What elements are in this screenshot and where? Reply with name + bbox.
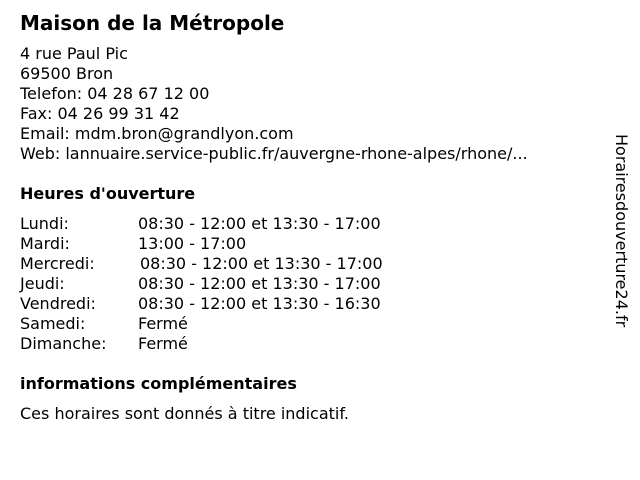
hours-row-dimanche: [20, 334, 440, 354]
hours-day-label: Mardi:: [20, 234, 70, 253]
site-watermark: Horairesdouverture24.fr: [612, 134, 631, 328]
place-title: Maison de la Métropole: [20, 11, 285, 35]
hours-day-label: Jeudi:: [20, 274, 65, 293]
hours-time-value: 08:30 - 12:00 et 13:30 - 17:00: [140, 254, 383, 273]
address-street: 4 rue Paul Pic: [20, 44, 128, 63]
hours-row-mardi: [20, 234, 440, 254]
contact-block: [20, 44, 528, 164]
hours-day-label: Vendredi:: [20, 294, 96, 313]
fax-line: Fax: 04 26 99 31 42: [20, 104, 180, 123]
hours-day-label: Dimanche:: [20, 334, 107, 353]
hours-time-value: Fermé: [138, 314, 188, 333]
hours-table: [20, 214, 440, 354]
hours-time-value: Fermé: [138, 334, 188, 353]
hours-day-label: Samedi:: [20, 314, 86, 333]
hours-row-lundi: [20, 214, 440, 234]
hours-day-label: Lundi:: [20, 214, 69, 233]
hours-day-label: Mercredi:: [20, 254, 95, 273]
hours-time-value: 13:00 - 17:00: [138, 234, 247, 253]
web-line: Web: lannuaire.service-public.fr/auvergne-rhone-alpes/rhone/...: [20, 144, 528, 163]
hours-time-value: 08:30 - 12:00 et 13:30 - 17:00: [138, 274, 381, 293]
hours-row-mercredi: [20, 254, 440, 274]
hours-time-value: 08:30 - 12:00 et 13:30 - 16:30: [138, 294, 381, 313]
phone-line: Telefon: 04 28 67 12 00: [20, 84, 210, 103]
email-line: Email: mdm.bron@grandlyon.com: [20, 124, 294, 143]
hours-row-samedi: [20, 314, 440, 334]
hours-heading: Heures d'ouverture: [20, 184, 196, 203]
address-city: 69500 Bron: [20, 64, 114, 83]
info-heading: informations complémentaires: [20, 374, 297, 393]
hours-row-jeudi: [20, 274, 440, 294]
hours-row-vendredi: [20, 294, 440, 314]
hours-time-value: 08:30 - 12:00 et 13:30 - 17:00: [138, 214, 381, 233]
info-text: Ces horaires sont donnés à titre indicatif.: [20, 404, 349, 423]
